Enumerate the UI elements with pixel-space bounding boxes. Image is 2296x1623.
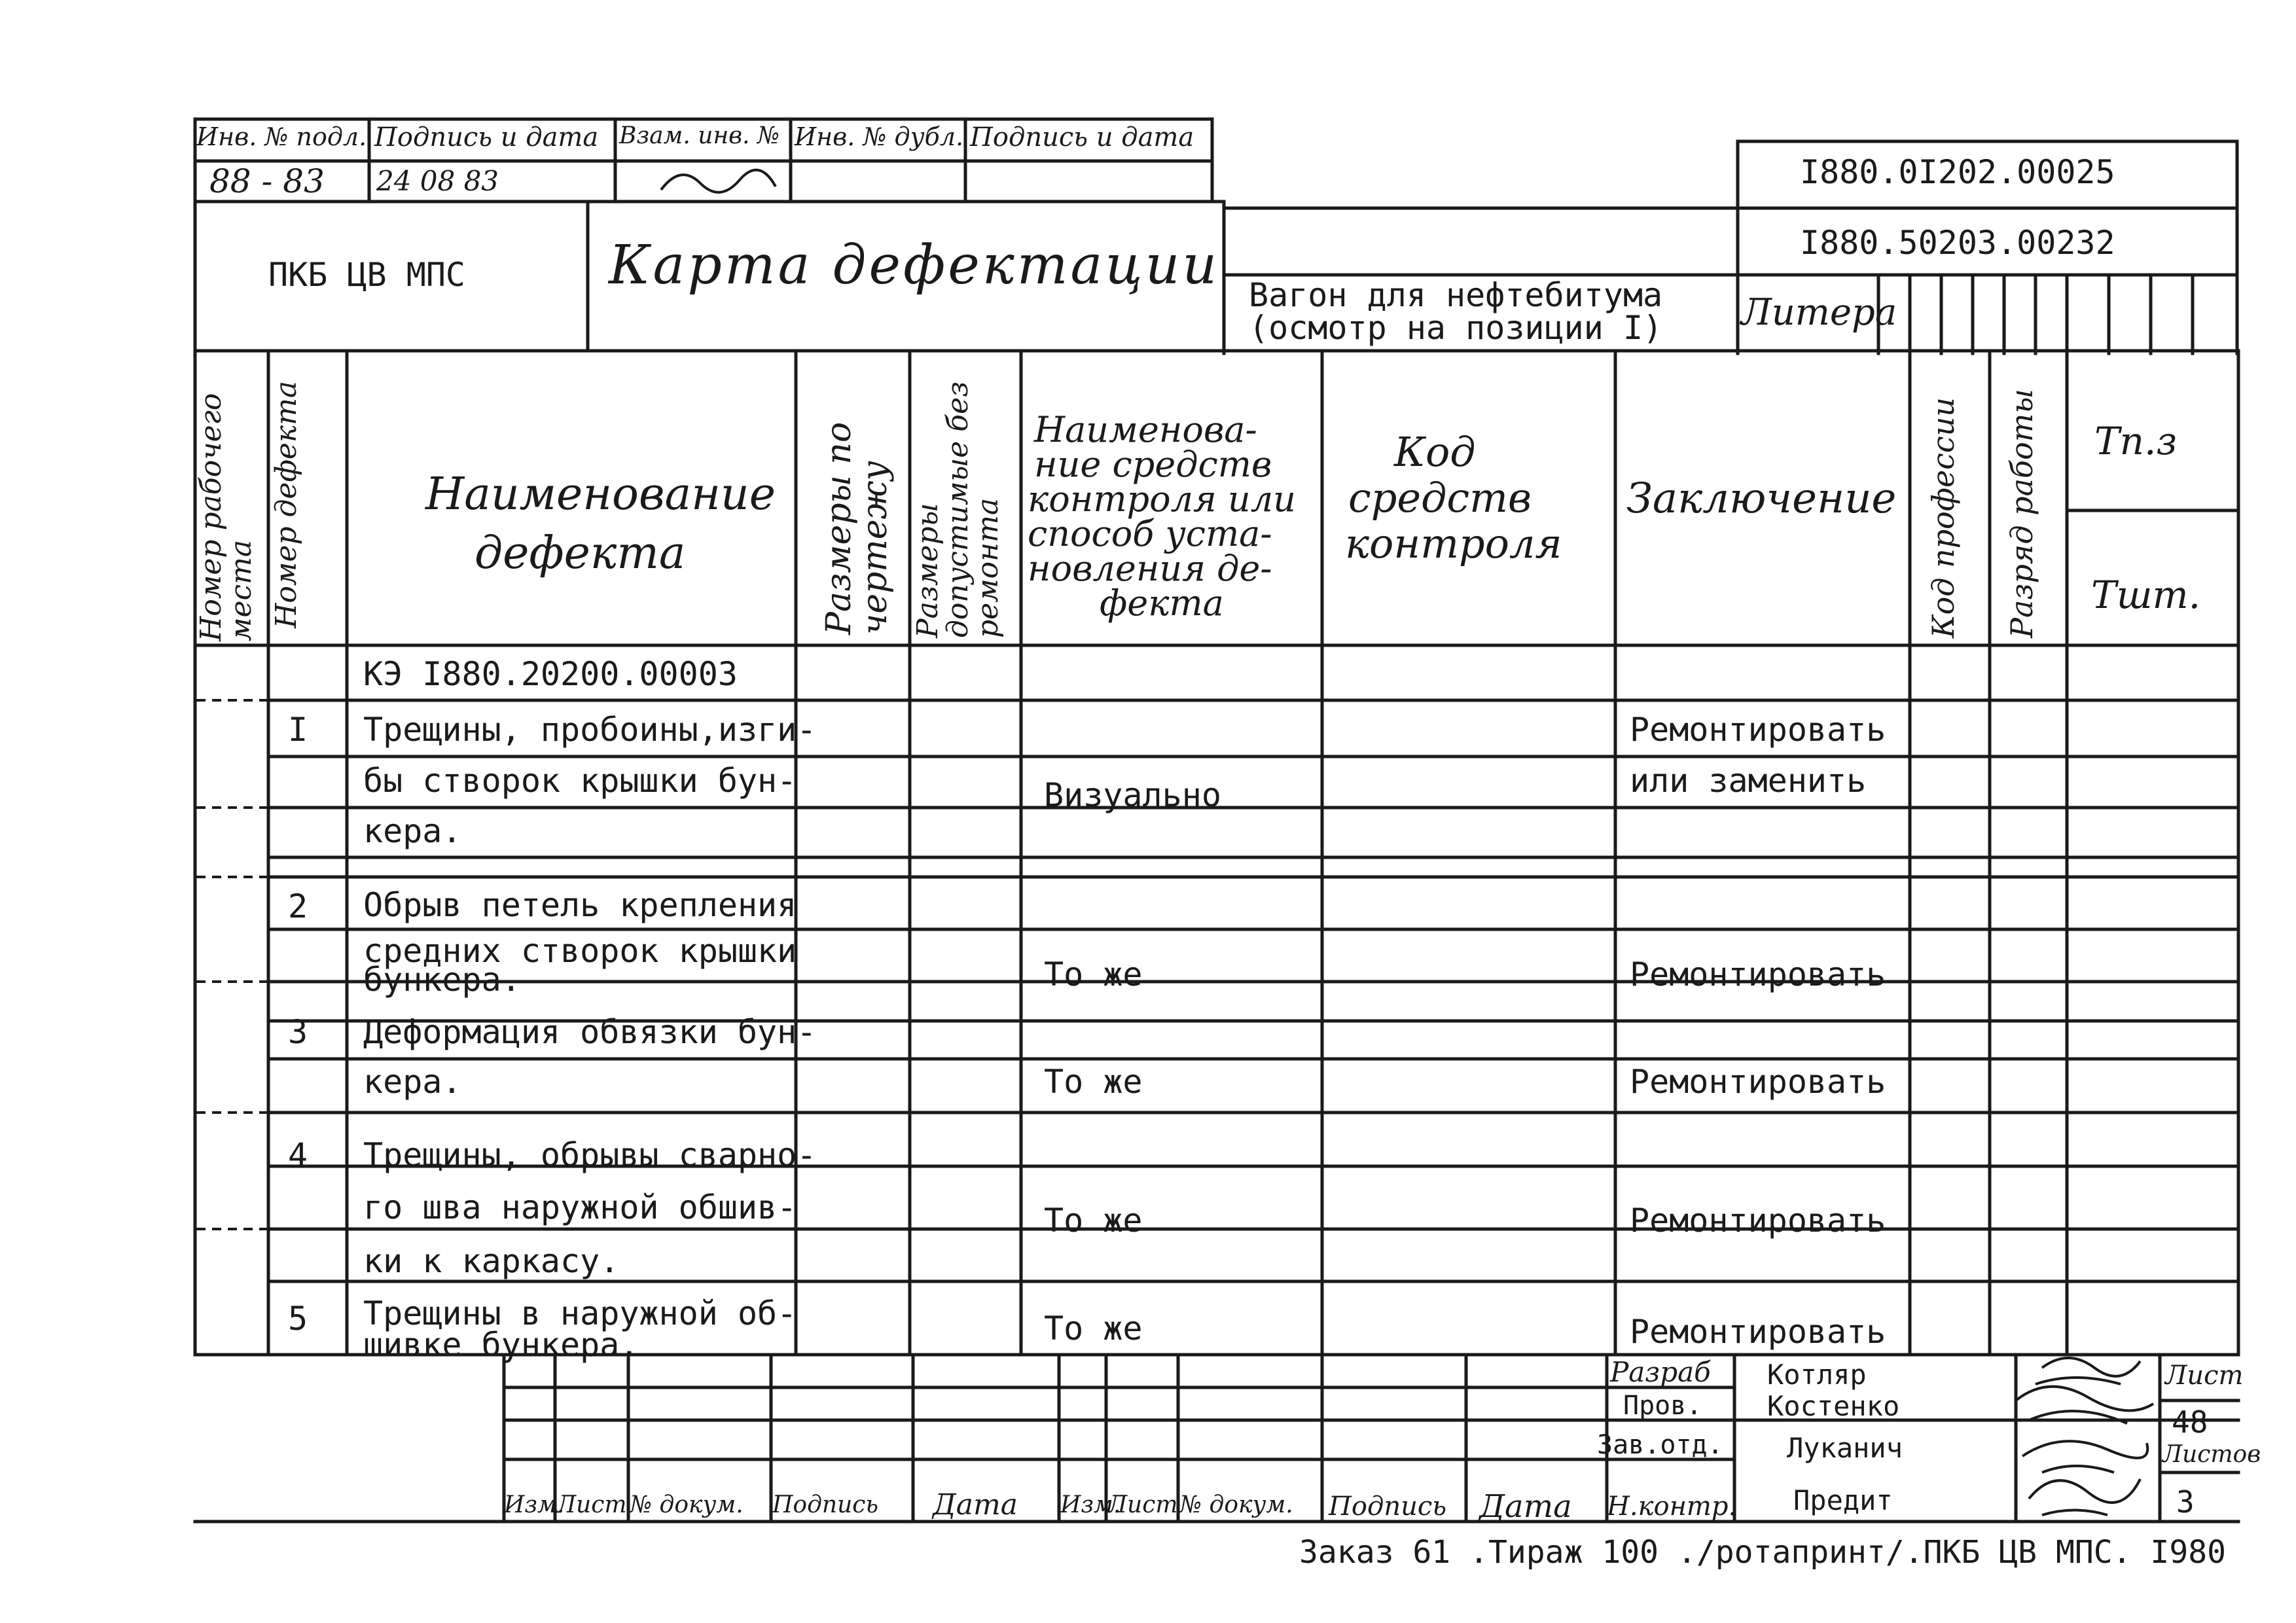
col-control-means-2: ние средств bbox=[1034, 444, 1272, 485]
defect-no: 3 bbox=[288, 1013, 308, 1051]
defect-text: го шва наружной обшив- bbox=[363, 1188, 797, 1226]
footer-label-date: Дата bbox=[933, 1488, 1018, 1522]
col-size-drawing: Размеры по чертежу bbox=[819, 421, 895, 635]
name-head-dept: Луканич bbox=[1787, 1432, 1903, 1464]
sheet-number: 48 bbox=[2172, 1404, 2208, 1440]
control-method: Визуально bbox=[1044, 776, 1221, 814]
footer-label-sign: Подпись bbox=[772, 1491, 879, 1518]
sheet-label: Лист bbox=[2165, 1361, 2244, 1391]
doc-code-1: I880.0I202.00025 bbox=[1800, 153, 2115, 191]
stamp-header-sign-date-2: Подпись и дата bbox=[970, 122, 1194, 152]
object-line-2: (осмотр на позиции I) bbox=[1249, 309, 1663, 347]
conclusion: Ремонтировать bbox=[1630, 955, 1886, 993]
defect-text: шивке бункера. bbox=[363, 1326, 639, 1364]
stamp-header-replace-inv: Взам. инв. № bbox=[619, 122, 780, 149]
col-control-means-6: фекта bbox=[1100, 582, 1224, 624]
document-title: Карта дефектации bbox=[609, 234, 1220, 296]
footer-label-doc: № докум. bbox=[630, 1491, 744, 1518]
defect-text: средних створок крышки bbox=[363, 932, 797, 970]
conclusion: Ремонтировать bbox=[1630, 1202, 1886, 1240]
conclusion: или заменить bbox=[1630, 762, 1867, 800]
col-tp: Тп.з bbox=[2094, 419, 2178, 463]
defect-no: 4 bbox=[288, 1136, 308, 1174]
stamp-date-sign: 24 08 83 bbox=[376, 165, 499, 197]
col-tsht: Тшт. bbox=[2091, 573, 2201, 617]
litera-label: Литера bbox=[1741, 291, 1897, 334]
col-control-means-4: способ уста- bbox=[1028, 513, 1272, 554]
footer-label-izm-2: Изм. bbox=[1060, 1491, 1121, 1518]
defect-text: бункера. bbox=[363, 961, 521, 999]
defect-text: Деформация обвязки бун- bbox=[363, 1013, 817, 1051]
footer-label-sign-2: Подпись bbox=[1329, 1491, 1447, 1522]
control-method: То же bbox=[1044, 1310, 1143, 1347]
defect-text: Трещины, обрывы сварно- bbox=[363, 1136, 817, 1174]
org-name: ПКБ ЦВ МПС bbox=[268, 256, 466, 294]
sheets-label: Листов bbox=[2162, 1441, 2261, 1468]
name-norm-control: Предит bbox=[1793, 1484, 1893, 1516]
stamp-header-dup-inv: Инв. № дубл. bbox=[795, 122, 964, 151]
col-control-means-3: контроля или bbox=[1028, 478, 1296, 520]
footer-label-date-2: Дата bbox=[1479, 1488, 1572, 1525]
col-work-grade: Разряд работы bbox=[2004, 389, 2039, 638]
stamp-header-sign-date: Подпись и дата bbox=[374, 122, 599, 152]
col-conclusion: Заключение bbox=[1626, 474, 1897, 523]
col-defect-no: Номер дефекта bbox=[270, 380, 303, 628]
doc-code-2: I880.50203.00232 bbox=[1800, 224, 2115, 262]
role-norm-control: Н.контр. bbox=[1607, 1491, 1737, 1522]
sheets-total: 3 bbox=[2176, 1484, 2195, 1520]
col-control-means-1: Наименова- bbox=[1034, 409, 1257, 450]
defect-text: Трещины, пробоины,изги- bbox=[363, 711, 817, 749]
conclusion: Ремонтировать bbox=[1630, 711, 1886, 749]
control-method: То же bbox=[1044, 955, 1143, 993]
defect-text: ки к каркасу. bbox=[363, 1242, 620, 1280]
defect-text: Трещины в наружной об- bbox=[363, 1294, 797, 1332]
object-line-1: Вагон для нефтебитума bbox=[1249, 276, 1663, 314]
defect-text: кера. bbox=[363, 812, 462, 850]
defect-text: Обрыв петель крепления bbox=[363, 886, 797, 924]
footer-label-list: Лист bbox=[556, 1491, 627, 1518]
role-developer: Разраб bbox=[1610, 1356, 1711, 1388]
role-head-dept: Зав.отд. bbox=[1597, 1430, 1723, 1460]
col-defect-name-line2: дефекта bbox=[475, 527, 686, 579]
defect-text: бы створок крышки бун- bbox=[363, 762, 797, 800]
stamp-header-inv: Инв. № подл. bbox=[196, 122, 367, 151]
footer-label-izm: Изм. bbox=[504, 1491, 565, 1518]
footer-label-list-2: Лист bbox=[1107, 1491, 1178, 1518]
col-control-code-2: средств bbox=[1348, 474, 1532, 522]
role-checker: Пров. bbox=[1623, 1391, 1702, 1421]
defect-text: кера. bbox=[363, 1063, 462, 1101]
col-control-code-3: контроля bbox=[1345, 520, 1562, 567]
ke-reference: КЭ I880.20200.00003 bbox=[363, 655, 738, 693]
col-size-allowed: Размеры допустимые без ремонта bbox=[911, 381, 1005, 638]
col-workplace: Номер рабочего места bbox=[194, 393, 259, 641]
defect-no: 2 bbox=[288, 887, 308, 925]
name-developer: Котляр bbox=[1767, 1359, 1867, 1391]
control-method: То же bbox=[1044, 1202, 1143, 1240]
col-control-code-1: Код bbox=[1394, 428, 1476, 476]
col-profession-code: Код профессии bbox=[1926, 397, 1961, 638]
print-imprint: Заказ 61 .Тираж 100 ./ротапринт/.ПКБ ЦВ МПС. I980 bbox=[1299, 1534, 2227, 1571]
footer-label-doc-2: № докум. bbox=[1179, 1491, 1293, 1518]
control-method: То же bbox=[1044, 1063, 1143, 1101]
defect-no: 5 bbox=[288, 1300, 308, 1338]
name-checker: Костенко bbox=[1767, 1390, 1900, 1422]
conclusion: Ремонтировать bbox=[1630, 1313, 1886, 1351]
stamp-inv-no: 88 - 83 bbox=[209, 162, 325, 200]
conclusion: Ремонтировать bbox=[1630, 1063, 1886, 1101]
defect-no: I bbox=[288, 711, 308, 749]
col-control-means-5: новления де- bbox=[1028, 548, 1272, 589]
col-defect-name-line1: Наименование bbox=[425, 469, 776, 520]
